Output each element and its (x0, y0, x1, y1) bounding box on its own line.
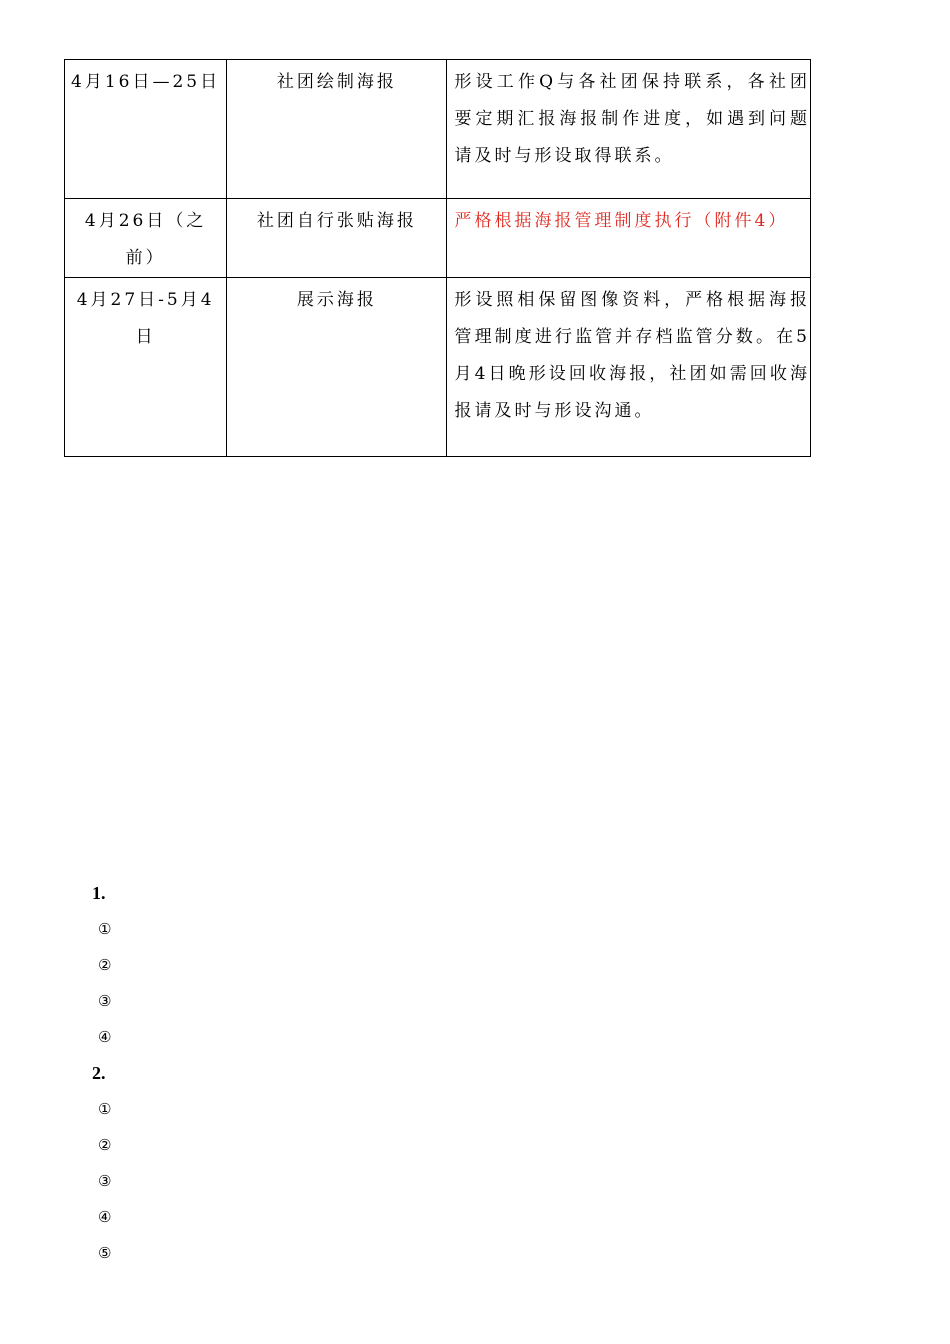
date-cell (65, 199, 227, 278)
date-cell (65, 278, 227, 457)
note-cell: 形设工作Q与各社团保持联系，各社团要定期汇报海报制作进度，如遇到问题请及时与形设取得联系。 (447, 60, 811, 199)
note-cell-highlight: 严格根据海报管理制度执行（附件4） (447, 199, 811, 278)
table-row (65, 278, 811, 457)
outline-item: ③ (98, 992, 112, 1010)
date-text: 4月27日-5月4日 (76, 290, 215, 347)
outline-item: ① (98, 1100, 112, 1118)
outline-item: ⑤ (98, 1244, 112, 1262)
note-cell: 形设照相保留图像资料，严格根据海报管理制度进行监管并存档监管分数。在5月4日晚形设回收海报，社团如需回收海报请及时与形设沟通。 (447, 278, 811, 457)
table-row (65, 60, 811, 199)
schedule-table (64, 59, 811, 457)
outline-item: ④ (98, 1028, 112, 1046)
outline-heading: 2. (92, 1063, 106, 1083)
activity-cell (227, 278, 447, 457)
outline-item: ④ (98, 1208, 112, 1226)
outline-item: ② (98, 956, 112, 974)
date-text: 4月26日（之前） (84, 211, 207, 268)
outline-item: ② (98, 1136, 112, 1154)
activity-cell (227, 60, 447, 199)
table-row (65, 199, 811, 278)
activity-text: 社团绘制海报 (276, 72, 397, 92)
outline-item: ① (98, 920, 112, 938)
date-text: 4月16日—25日 (71, 72, 221, 92)
activity-cell (227, 199, 447, 278)
outline-heading: 1. (92, 883, 106, 903)
date-cell (65, 60, 227, 199)
activity-text: 社团自行张贴海报 (256, 211, 417, 231)
outline-item: ③ (98, 1172, 112, 1190)
numbered-outline (90, 878, 490, 1274)
activity-text: 展示海报 (296, 290, 377, 310)
